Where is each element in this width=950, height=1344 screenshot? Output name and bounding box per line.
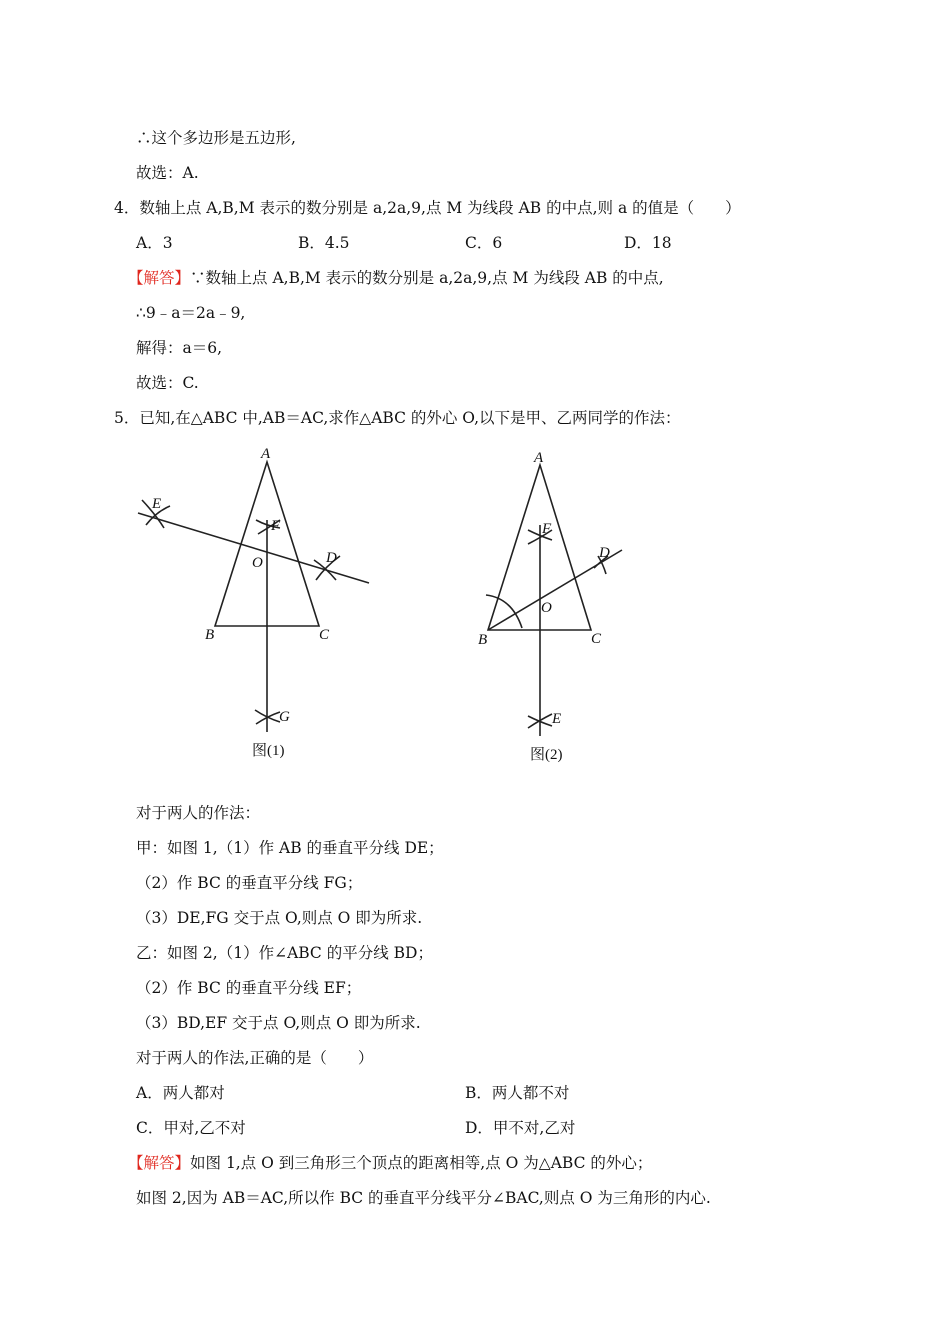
option-b: B．4.5 xyxy=(298,234,350,252)
label-d: D xyxy=(326,550,337,566)
label-c: C xyxy=(591,631,602,647)
text-line: ∴这个多边形是五边形, xyxy=(136,129,296,147)
label-d: D xyxy=(599,545,610,561)
text-line: 故选：A. xyxy=(136,164,199,182)
label-c: C xyxy=(319,627,330,643)
figure-1-caption: 图(1) xyxy=(252,743,285,759)
text-line: 解得：a＝6, xyxy=(136,339,223,357)
option-c: C．6 xyxy=(465,234,503,252)
answer-4-line xyxy=(128,268,664,288)
option-d: D．18 xyxy=(624,234,672,252)
figure-1 xyxy=(130,440,390,770)
text-line: 甲：如图 1,（1）作 AB 的垂直平分线 DE； xyxy=(136,839,444,857)
option-a: A．3 xyxy=(136,234,173,252)
figure-2-caption: 图(2) xyxy=(530,747,563,763)
label-e: E xyxy=(152,496,162,512)
label-a: A xyxy=(261,446,271,462)
label-o: O xyxy=(541,600,552,616)
label-b: B xyxy=(205,627,215,643)
text-line: 故选：C. xyxy=(136,374,199,392)
text-line: ∴9﹣a＝2a﹣9, xyxy=(136,304,246,322)
text-line: 如图 2,因为 AB＝AC,所以作 BC 的垂直平分线平分∠BAC,则点 O 为三角形的内心. xyxy=(136,1189,711,1207)
figure-2 xyxy=(470,440,640,770)
label-a: A xyxy=(534,450,544,466)
label-b: B xyxy=(478,632,488,648)
text-line: （3）BD,EF 交于点 O,则点 O 即为所求. xyxy=(136,1014,421,1032)
text-line: 乙：如图 2,（1）作∠ABC 的平分线 BD； xyxy=(136,944,433,962)
question-4: 4．数轴上点 A,B,M 表示的数分别是 a,2a,9,点 M 为线段 AB 的中点,则 a 的值是（ ） xyxy=(114,199,741,217)
text-line: （2）作 BC 的垂直平分线 FG； xyxy=(136,874,363,892)
answer-text: ∵数轴上点 A,B,M 表示的数分别是 a,2a,9,点 M 为线段 AB 的中点, xyxy=(190,269,664,287)
answer-text: 如图 1,点 O 到三角形三个顶点的距离相等,点 O 为△ABC 的外心； xyxy=(190,1154,653,1172)
answer-tag: 【解答】 xyxy=(128,269,191,287)
arc-at-b xyxy=(486,595,522,628)
label-e: E xyxy=(552,711,562,727)
question-5: 5．已知,在△ABC 中,AB＝AC,求作△ABC 的外心 O,以下是甲、乙两同学的作法： xyxy=(114,409,681,427)
option-b: B．两人都不对 xyxy=(465,1084,570,1102)
label-o: O xyxy=(252,555,263,571)
text-line: 对于两人的作法,正确的是（ ） xyxy=(136,1049,374,1067)
perp-bisector-de xyxy=(138,513,369,583)
answer-5-line xyxy=(128,1153,652,1173)
option-d: D．甲不对,乙对 xyxy=(465,1119,576,1137)
text-line: 对于两人的作法： xyxy=(136,804,261,822)
option-c: C．甲对,乙不对 xyxy=(136,1119,246,1137)
label-f: F xyxy=(271,518,281,534)
option-a: A．两人都对 xyxy=(136,1084,225,1102)
label-g: G xyxy=(279,709,290,725)
label-f: F xyxy=(542,521,552,537)
text-line: （2）作 BC 的垂直平分线 EF； xyxy=(136,979,362,997)
answer-tag: 【解答】 xyxy=(128,1154,191,1172)
text-line: （3）DE,FG 交于点 O,则点 O 即为所求. xyxy=(136,909,423,927)
